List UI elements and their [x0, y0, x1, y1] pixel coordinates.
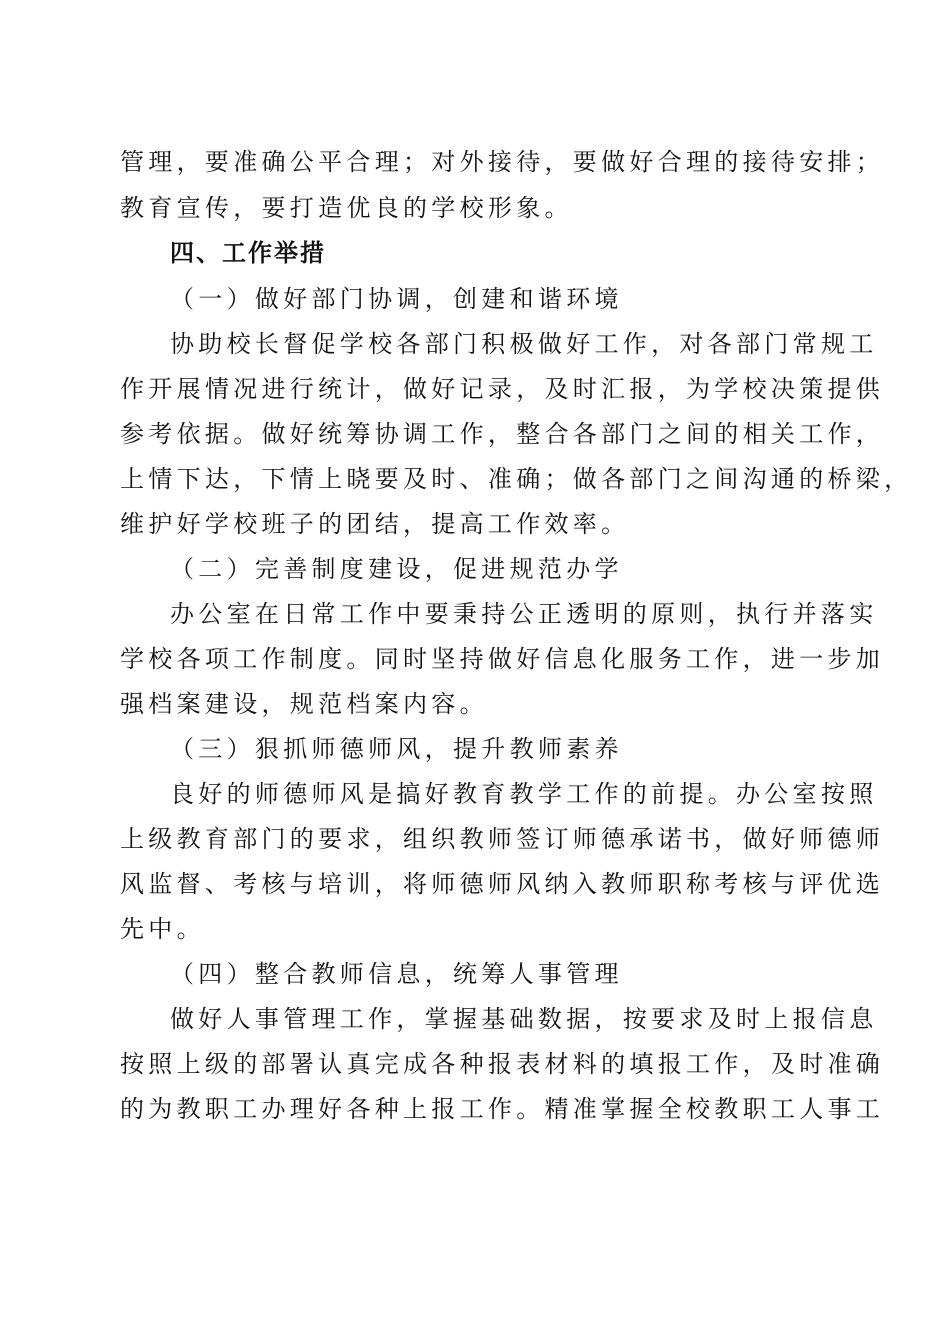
subsection-heading: （四）整合教师信息，统筹人事管理: [170, 960, 623, 988]
paragraph-first-line: 做好人事管理工作，掌握基础数据，按要求及时上报信息: [170, 1005, 878, 1033]
body-line: 学校各项工作制度。同时坚持做好信息化服务工作，进一步加: [120, 645, 885, 673]
body-line: 按照上级的部署认真完成各种报表材料的填报工作，及时准确: [120, 1050, 885, 1078]
body-line: 参考依据。做好统筹协调工作，整合各部门之间的相关工作，: [120, 420, 885, 448]
body-line: 上情下达，下情上晓要及时、准确；做各部门之间沟通的桥梁，: [120, 465, 913, 493]
paragraph-first-line: 良好的师德师风是搞好教育教学工作的前提。办公室按照: [170, 780, 878, 808]
body-line: 教育宣传，要打造优良的学校形象。: [120, 194, 573, 222]
body-line: 管理，要准确公平合理；对外接待，要做好合理的接待安排；: [120, 148, 885, 176]
subsection-heading: （一）做好部门协调，创建和谐环境: [170, 285, 623, 313]
body-line: 作开展情况进行统计，做好记录，及时汇报，为学校决策提供: [120, 375, 885, 403]
body-line: 维护好学校班子的团结，提高工作效率。: [120, 510, 630, 538]
body-line: 先中。: [120, 915, 205, 943]
body-line: 风监督、考核与培训，将师德师风纳入教师职称考核与评优选: [120, 870, 885, 898]
section-heading: 四、工作举措: [170, 239, 326, 267]
body-line: 的为教职工办理好各种上报工作。精准掌握全校教职工人事工: [120, 1095, 885, 1123]
paragraph-first-line: 办公室在日常工作中要秉持公正透明的原则，执行并落实: [170, 600, 878, 628]
body-line: 强档案建设，规范档案内容。: [120, 690, 488, 718]
subsection-heading: （三）狠抓师德师风，提升教师素养: [170, 735, 623, 763]
subsection-heading: （二）完善制度建设，促进规范办学: [170, 555, 623, 583]
paragraph-first-line: 协助校长督促学校各部门积极做好工作，对各部门常规工: [170, 330, 878, 358]
body-line: 上级教育部门的要求，组织教师签订师德承诺书，做好师德师: [120, 825, 885, 853]
